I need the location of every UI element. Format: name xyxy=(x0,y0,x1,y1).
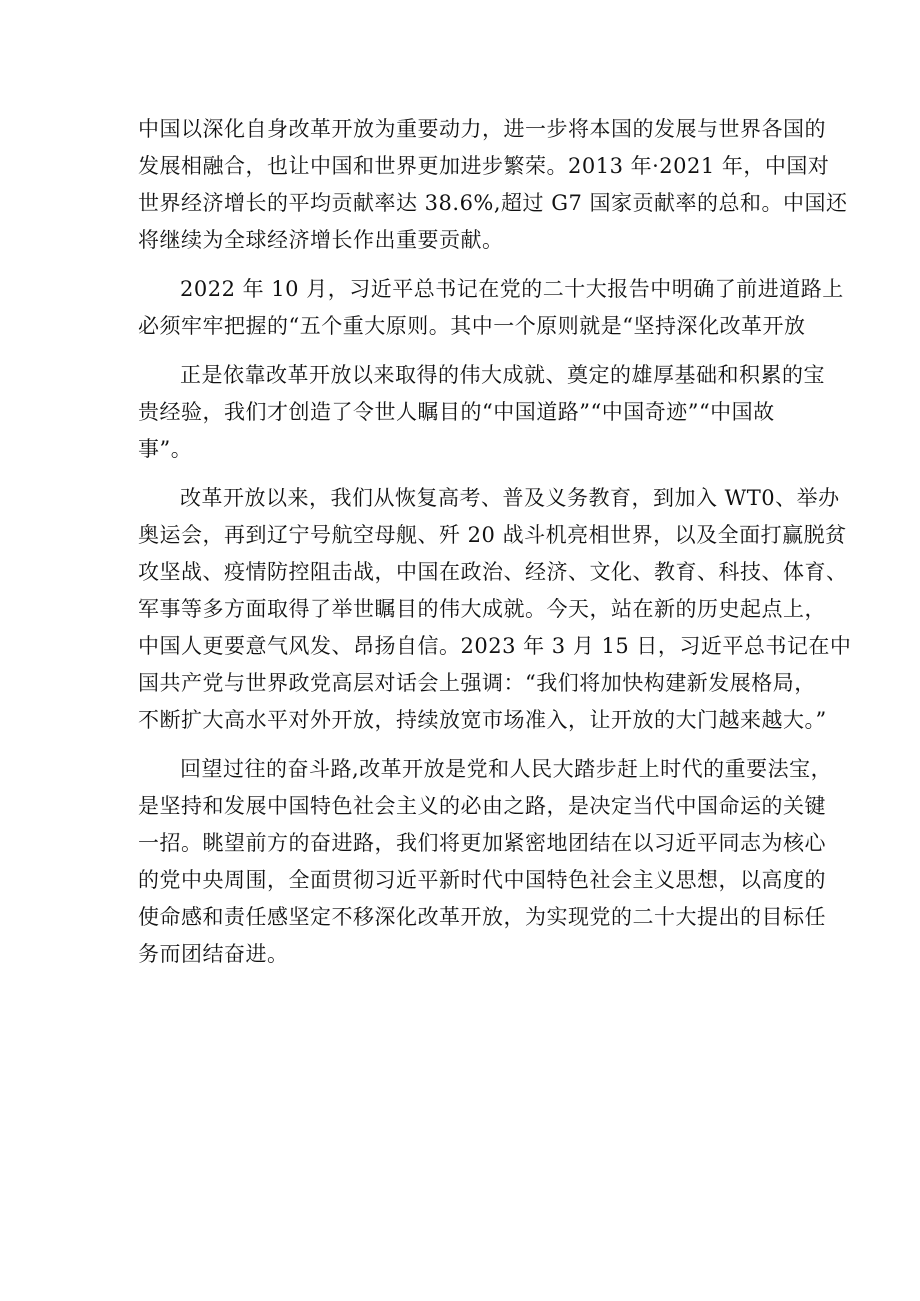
text-line: 将继续为全球经济增长作出重要贡献。 xyxy=(138,228,504,252)
text-line: 正是依靠改革开放以来取得的伟大成就、奠定的雄厚基础和积累的宝 xyxy=(180,363,825,387)
text-line: 世界经济增长的平均贡献率达 38.6%,超过 G7 国家贡献率的总和。中国还 xyxy=(138,191,848,215)
text-line: 是坚持和发展中国特色社会主义的必由之路，是决定当代中国命运的关键 xyxy=(138,794,826,818)
paragraph-3 xyxy=(138,357,825,468)
paragraph-5 xyxy=(138,751,833,973)
text-line: 不断扩大高水平对外开放，持续放宽市场准入，让开放的大门越来越大。” xyxy=(138,708,827,732)
text-line: 中国以深化自身改革开放为重要动力，进一步将本国的发展与世界各国的 xyxy=(138,117,826,141)
text-line: 奥运会，再到辽宁号航空母舰、歼 20 战斗机亮相世界，以及全面打赢脱贫 xyxy=(138,523,847,547)
text-line: 的党中央周围，全面贯彻习近平新时代中国特色社会主义思想，以高度的 xyxy=(138,868,826,892)
paragraph-2 xyxy=(138,271,844,345)
text-line: 2022 年 10 月，习近平总书记在党的二十大报告中明确了前进道路上 xyxy=(180,277,844,301)
text-line: 一招。眺望前方的奋进路，我们将更加紧密地团结在以习近平同志为核心 xyxy=(138,831,826,855)
text-line: 贵经验，我们才创造了令世人瞩目的“中国道路”“中国奇迹”“中国故 xyxy=(138,400,775,424)
text-line: 必须牢牢把握的“五个重大原则。其中一个原则就是“坚持深化改革开放 xyxy=(138,314,806,338)
text-line: 军事等多方面取得了举世瞩目的伟大成就。今天，站在新的历史起点上， xyxy=(138,597,826,621)
text-line: 国共产党与世界政党高层对话会上强调：“我们将加快构建新发展格局， xyxy=(138,671,816,695)
text-line: 攻坚战、疫情防控阻击战，中国在政治、经济、文化、教育、科技、体育、 xyxy=(138,560,848,584)
text-line: 回望过往的奋斗路,改革开放是党和人民大踏步赶上时代的重要法宝， xyxy=(180,757,833,781)
text-line: 中国人更要意气风发、昂扬自信。2023 年 3 月 15 日，习近平总书记在中 xyxy=(138,634,852,658)
document-body xyxy=(138,111,852,985)
paragraph-1 xyxy=(138,111,848,259)
text-line: 事”。 xyxy=(138,437,193,461)
text-line: 改革开放以来，我们从恢复高考、普及义务教育，到加入 WT0、举办 xyxy=(180,486,840,510)
text-line: 使命感和责任感坚定不移深化改革开放，为实现党的二十大提出的目标任 xyxy=(138,905,826,929)
text-line: 发展相融合，也让中国和世界更加进步繁荣。2013 年·2021 年，中国对 xyxy=(138,154,830,178)
paragraph-4 xyxy=(138,480,852,739)
text-line: 务而团结奋进。 xyxy=(138,942,289,966)
